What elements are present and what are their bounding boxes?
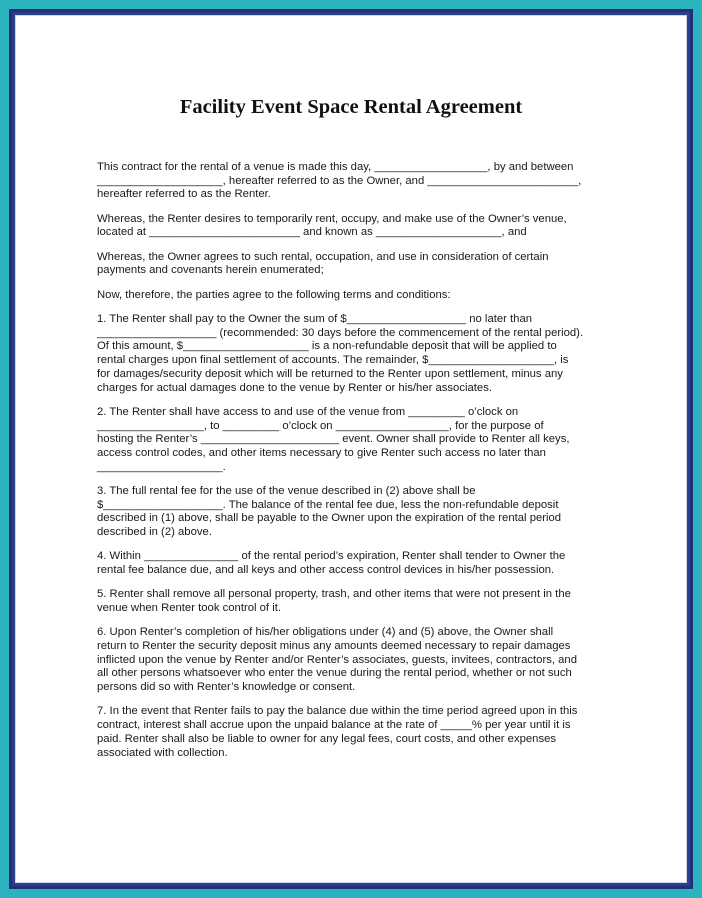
- paragraph-line: 4. Within _______________ of the rental period’s expiration, Renter shall tender to Owner the: [97, 550, 566, 563]
- paragraph-line: $___________________. The balance of the rental fee due, less the non-refundable deposit: [97, 498, 559, 511]
- paragraph-line: _________________, to _________ o’clock on __________________, for the purpose of: [97, 419, 544, 432]
- paragraph-line: Whereas, the Owner agrees to such rental, occupation, and use in consideration of certain: [97, 250, 549, 263]
- paragraph: [97, 485, 617, 540]
- paragraph: [97, 251, 617, 278]
- paragraph-line: described in (1) above, shall be payable to the Owner upon the expiration of the rental period: [97, 512, 562, 525]
- paragraph: [97, 213, 617, 240]
- paragraph-line: ____________________, hereafter referred to as the Owner, and ________________________,: [97, 174, 582, 187]
- paragraph-line: payments and covenants herein enumerated;: [97, 264, 324, 277]
- paragraph: [97, 588, 617, 615]
- paragraph-line: hereafter referred to as the Renter.: [97, 188, 271, 201]
- paragraph-line: charges for actual damages done to the venue by Renter or his/her associates.: [97, 381, 492, 394]
- paragraph-line: venue when Renter took control of it.: [97, 602, 281, 615]
- paragraph-line: located at ________________________ and known as ____________________, and: [97, 226, 527, 239]
- paragraph-line: 5. Renter shall remove all personal property, trash, and other items that were not present in the: [97, 588, 571, 601]
- paragraph: [97, 313, 617, 395]
- paragraph-line: rental charges upon final settlement of accounts. The remainder, $____________________, is: [97, 354, 569, 367]
- paragraph: [97, 289, 617, 303]
- paragraph-line: paid. Renter shall also be liable to owner for any legal fees, court costs, and other expenses: [97, 732, 557, 745]
- paragraph-line: return to Renter the security deposit minus any amounts deemed necessary to repair damages: [97, 640, 571, 653]
- paragraph-line: 2. The Renter shall have access to and use of the venue from _________ o’clock on: [97, 405, 519, 418]
- paragraph-line: 1. The Renter shall pay to the Owner the sum of $___________________ no later than: [97, 313, 533, 325]
- paragraph-line: for damages/security deposit which will be returned to the Renter upon settlement, minus any: [97, 367, 563, 380]
- paragraph: [97, 161, 617, 202]
- document-title: Facility Event Space Rental Agreement: [179, 96, 523, 118]
- paragraph-line: ____________________.: [97, 460, 226, 473]
- paragraph: [97, 550, 617, 577]
- paragraph-line: Whereas, the Renter desires to temporarily rent, occupy, and make use of the Owner’s venue,: [97, 212, 567, 225]
- paragraph-line: contract, interest shall accrue upon the unpaid balance at the rate of _____% per year until it is: [97, 719, 571, 732]
- paragraph-line: persons did so with Renter’s knowledge or consent.: [97, 681, 356, 694]
- paragraph-line: hosting the Renter’s ______________________ event. Owner shall provide to Renter all keys,: [97, 433, 570, 446]
- paragraph-line: all other persons whatsoever who enter the venue during the rental period, whether or not such: [97, 667, 572, 680]
- paragraph-line: rental fee balance due, and all keys and other access control devices in his/her possession.: [97, 564, 555, 577]
- paragraph-line: 6. Upon Renter’s completion of his/her obligations under (4) and (5) above, the Owner shall: [97, 626, 554, 639]
- paragraph-line: Of this amount, $____________________ is a non-refundable deposit that will be applied to: [97, 340, 557, 353]
- paragraph-line: access control codes, and other items necessary to give Renter such access no later than: [97, 446, 546, 459]
- paragraph-line: described in (2) above.: [97, 526, 212, 539]
- paragraph-line: 7. In the event that Renter fails to pay the balance due within the time period agreed upon in this: [97, 705, 578, 718]
- paragraph: [97, 406, 617, 475]
- paragraph-line: Now, therefore, the parties agree to the following terms and conditions:: [97, 288, 451, 301]
- paragraph: [97, 705, 617, 760]
- paragraph-line: associated with collection.: [97, 746, 228, 759]
- paragraph: [97, 626, 617, 695]
- document-body: [97, 161, 617, 771]
- paragraph-line: inflicted upon the venue by Renter and/or Renter’s associates, guests, invitees, contractors, and: [97, 653, 577, 666]
- paragraph-line: ___________________ (recommended: 30 days before the commencement of the rental period).: [97, 326, 584, 339]
- paragraph-line: 3. The full rental fee for the use of the venue described in (2) above shall be: [97, 484, 476, 497]
- paragraph-line: This contract for the rental of a venue is made this day, __________________, by and between: [97, 161, 574, 173]
